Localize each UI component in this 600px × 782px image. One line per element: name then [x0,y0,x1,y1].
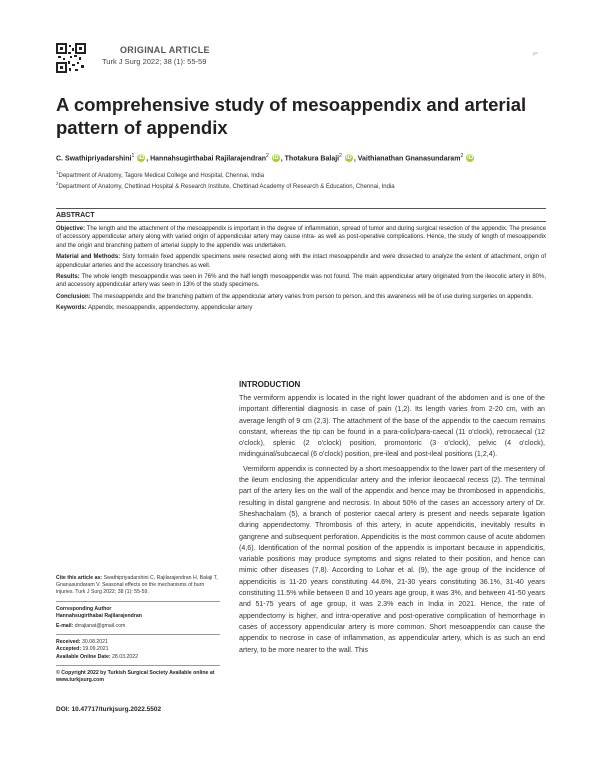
orcid-icon[interactable]: iD [138,155,145,162]
dates-block [56,639,220,666]
journal-reference: Turk J Surg 2022; 38 (1): 55-59 [102,57,207,66]
affiliation-number: 1 [56,170,59,175]
copyright-text: © Copyright 2022 by Turkish Surgical Society Available online at [56,669,215,676]
orcid-icon[interactable]: iD [345,155,352,162]
affiliation-text: Department of Anatomy, Tagore Medical College and Hospital, Chennai, India [58,173,265,179]
accepted-label: Accepted: [56,646,82,653]
affiliation-text: Department of Anatomy, Chettinad Hospital & Research Institute, Chettinad Academy of Research & Education, Chennai, India [58,184,395,190]
qr-code-icon [56,43,86,73]
author-affiliation-number: 1 [131,153,135,159]
abstract-methods [56,253,546,270]
abstract-conclusion [56,293,546,301]
abstract-keywords [56,304,546,312]
author-name: Vaithianathan Gnanasundaram [357,155,461,163]
received-label: Received: [56,639,81,646]
affiliation-2 [56,181,395,190]
keywords-text: Appendix, mesoappendix, appendectomy, appendicular artery [88,305,253,312]
objective-label: Objective: [56,226,86,232]
author-affiliation-number: 2 [460,153,464,159]
results-text: The whole length mesoappendix was seen in 76% and the half length mesoappendix was not found. The main appendicular artery originated from the ileocolic artery in 80%, and accessory appendicular artery was seen in 13% of the study specimens. [56,274,546,289]
introduction-body [239,393,545,659]
email-label: E-mail: [56,623,74,630]
corner-mark-icon: ⌐ [533,48,539,58]
conclusion-label: Conclusion: [56,293,91,300]
paragraph: The vermiform appendix is located in the right lower quadrant of the abdomen and is one of the important differential diagnosis in case of pain (1,2). Its length varies from 2-20 cm, with an average length of 9 cm (2,3). The attachment of the base of the appendix to the caecum remains constant, whereas the tip can be found in a para-colic/para-caecal (11 o'clock), retrocaecal (12 o'clock), splenic (2 o'clock) position, promontoric (3 o'clock), pelvic (4 o'clock), midinguinal/subcaecal (6 o'clock) position, pre-ileal and post-ileal positions (1,2,4). [239,394,545,459]
citation-block [56,575,220,602]
online-date: 28.03.2022 [112,653,139,660]
email-link[interactable]: drrajianat@gmail.com [74,623,126,630]
author-affiliation-number: 2 [266,153,269,159]
objective-text: The length and the attachment of the mesoappendix is important in the degree of inflammation, spread of tumor and during surgical resection of the appendix. The presence of accessory appendicular artery along with varied origin of appendicular artery may cause intra- as well as post-operative complications. Hence, the study of length of mesoappendix and the origin and branching pattern of arterial supply to the appendix was undertaken. [56,226,546,249]
introduction-heading: INTRODUCTION [239,380,301,389]
author-name: Hannahsugirthabai Rajilarajendran [150,155,267,163]
methods-label: Material and Methods: [56,254,121,261]
article-type-label: ORIGINAL ARTICLE [120,45,210,55]
corresponding-author-label: Corresponding Author [56,605,112,612]
corresponding-author-name: Hannahsugirthabai Rajilarajendran [56,612,142,619]
copyright-block [56,670,220,684]
website-link[interactable]: www.turkjsurg.com [56,677,104,684]
received-date: 30.08.2021 [81,639,108,646]
author-affiliation-number: 2 [339,153,342,159]
abstract-heading: ABSTRACT [56,208,546,222]
orcid-icon[interactable]: iD [467,155,474,162]
cite-label: Cite this article as: [56,575,103,581]
article-title: A comprehensive study of mesoappendix and arterial pattern of appendix [56,94,527,138]
keywords-label: Keywords: [56,305,87,312]
abstract-results [56,273,546,290]
affiliation-number: 2 [56,181,59,186]
affiliation-1 [56,170,264,179]
online-date-label: Available Online Date: [56,653,111,660]
methods-text: Sixty formalin fixed appendix specimens were resected along with the intact mesoappendix and were dissected to analyze the extent of attachment, origin of appendicular arteries and the accessory branches as well. [56,254,547,269]
cite-text: Swathipriyadarshini C, Rajilarajendran H, Balaji T, Gnanasundaram V. Seasonal effects on the mechanisms of burn injuries. Turk J Surg 2022; 38 (1): 55-59. [56,575,218,596]
accepted-date: 19.09.2021 [82,646,109,653]
article-info-sidebar [56,575,220,684]
orcid-icon[interactable]: iD [272,155,279,162]
results-label: Results: [56,274,80,281]
paragraph: Vermiform appendix is connected by a short mesoappendix to the lower part of the mesentery of the ileum enclosing the appendicular artery and the inferior ileocaecal recess (2). The terminal part of the artery lies on the wall of the appendix and hence may be thrombosed in appendicitis, resulting in distal gangrene and necrosis. In about 50% of the cases an accessory artery of Dr. Sheshachalam (5), a branch of posterior caecal artery is present and needs separate ligation during appendectomy. Thrombosis of this artery, in acute appendicitis, inevitably results in gangrene and subsequent perforation. Appendicitis is the most common cause of acute abdomen (4,6). Identification of the normal position of the appendix is important because in appendicitis, variable positions may produce symptoms and signs related to their position, and hence can mimic other diseases (7,8). According to Lohar et al. (9), the age group of the incidence of appendicitis is 11-20 years constituting 44.6%, 21-30 years constituting 36.1%, 31-40 years constituting 11.5% while between 0 and 10 years age group, it was 3%, and between 41-50 years and 51-75 years of age group, it was 2.3% each in India in 2021. Hence, the rate of appendectomy is higher, and intra-operative and post-operative complication of hemorrhage in cases of accessory appendicular artery is more common. Short mesoappendix can cause the appendix to necrose in case of inflammation, as appendicular artery, which is as such an end artery, to be more nearer to the wall. This [239,464,545,654]
abstract-body [56,225,546,316]
corresponding-author-block [56,606,220,636]
doi-label[interactable]: DOI: 10.47717/turkjsurg.2022.5502 [56,706,162,713]
author-name: Thotakura Balaji [284,155,340,163]
abstract-objective [56,225,546,250]
author-name: C. Swathipriyadarshini [56,155,132,163]
conclusion-text: The mesoappendix and the branching pattern of the appendicular artery varies from person to person, and this awareness will be of use during surgeries on appendix. [92,293,534,300]
author-list: C. Swathipriyadarshini$^1$ iD , Hannahsugirthabai Rajilarajendran$^2$ iD , Thotakura Balaji$^2$ iD , Vaithianathan Gnanasundaram$^2$ iD [56,153,474,163]
